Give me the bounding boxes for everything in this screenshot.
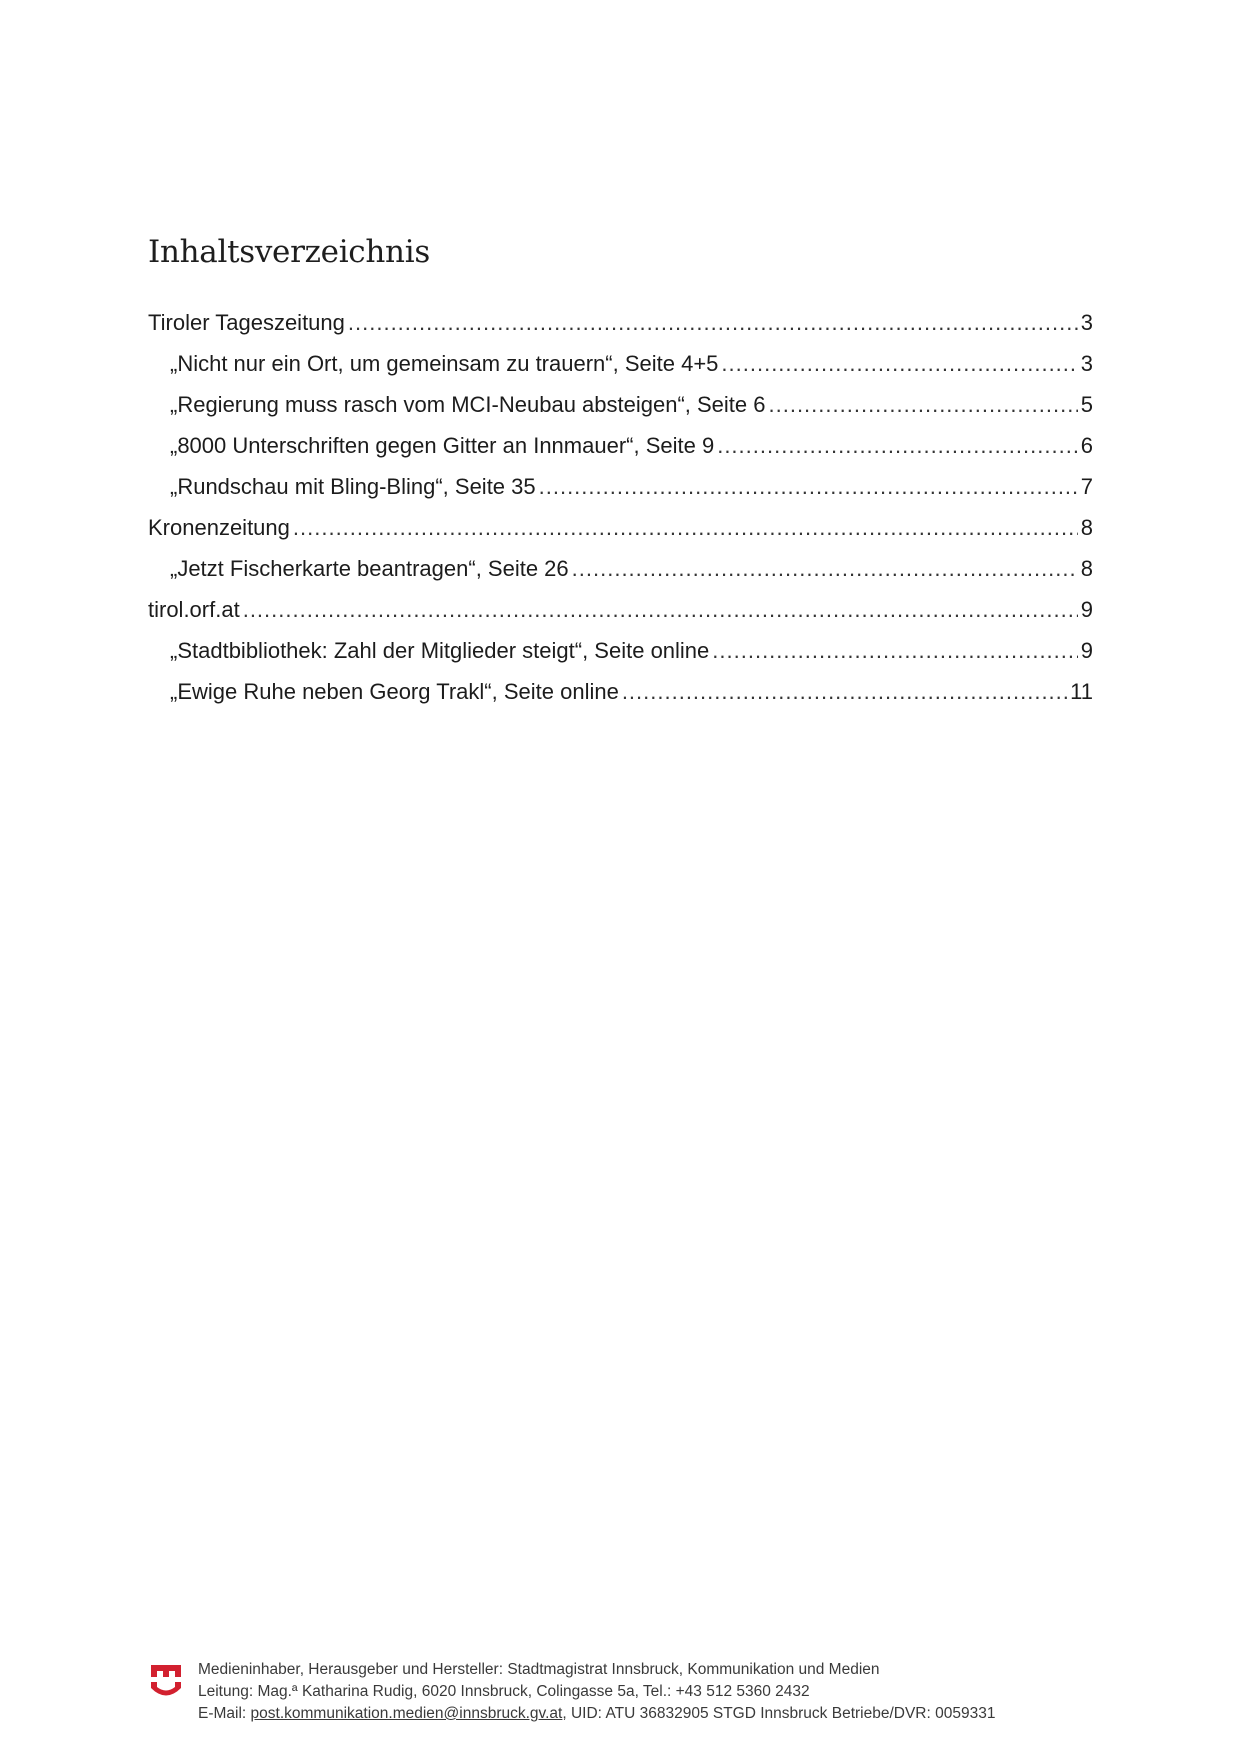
toc-entry-label: „Ewige Ruhe neben Georg Trakl“, Seite online — [170, 679, 619, 704]
footer-imprint — [198, 1659, 995, 1725]
toc-dot-leader — [572, 548, 1078, 589]
toc-entry-label: „8000 Unterschriften gegen Gitter an Innmauer“, Seite 9 — [170, 433, 715, 458]
toc-dot-leader — [712, 630, 1077, 671]
toc-entry[interactable] — [148, 548, 1093, 589]
toc-entry-label: „Nicht nur ein Ort, um gemeinsam zu trauern“, Seite 4+5 — [170, 351, 719, 376]
toc-entry-label: „Rundschau mit Bling-Bling“, Seite 35 — [170, 474, 536, 499]
toc-dot-leader — [539, 466, 1078, 507]
footer-email-link[interactable]: post.kommunikation.medien@innsbruck.gv.at — [250, 1705, 563, 1722]
toc-entry-page-number: 7 — [1080, 474, 1093, 499]
footer-email-prefix: E-Mail: — [198, 1705, 251, 1722]
toc-entry-page-number: 6 — [1080, 433, 1093, 458]
toc-entry-label: „Stadtbibliothek: Zahl der Mitglieder steigt“, Seite online — [170, 638, 710, 663]
toc-entry-page-number: 3 — [1080, 351, 1093, 376]
toc-entry-page-number: 3 — [1080, 310, 1093, 335]
toc-entry-label: „Jetzt Fischerkarte beantragen“, Seite 26 — [170, 556, 569, 581]
toc-entry-label: Tiroler Tageszeitung — [148, 310, 345, 335]
toc-entry[interactable] — [148, 384, 1093, 425]
toc-entry-page-number: 8 — [1080, 556, 1093, 581]
toc-entry-page-number: 9 — [1080, 638, 1093, 663]
toc-entry-page-number: 9 — [1080, 597, 1093, 622]
toc-dot-leader — [717, 425, 1078, 466]
toc-entry[interactable] — [148, 302, 1093, 343]
toc-entry-label: Kronenzeitung — [148, 515, 290, 540]
toc-entry-label: „Regierung muss rasch vom MCI-Neubau absteigen“, Seite 6 — [170, 392, 766, 417]
toc-dot-leader — [348, 302, 1078, 343]
toc-dot-leader — [721, 343, 1077, 384]
footer-publisher-line: Medieninhaber, Herausgeber und Hersteller: Stadtmagistrat Innsbruck, Kommunikation und Medien — [198, 1661, 880, 1678]
table-of-contents — [148, 302, 1093, 712]
page-footer — [150, 1659, 1090, 1729]
toc-entry-page-number: 8 — [1080, 515, 1093, 540]
toc-title: Inhaltsverzeichnis — [148, 234, 430, 270]
toc-entry[interactable] — [148, 507, 1093, 548]
toc-entry[interactable] — [148, 343, 1093, 384]
toc-dot-leader — [622, 671, 1067, 712]
toc-entry[interactable] — [148, 630, 1093, 671]
toc-entry[interactable] — [148, 425, 1093, 466]
footer-management-line: Leitung: Mag.ª Katharina Rudig, 6020 Innsbruck, Colingasse 5a, Tel.: +43 512 5360 2432 — [198, 1683, 810, 1700]
toc-dot-leader — [293, 507, 1078, 548]
toc-entry-page-number: 5 — [1080, 392, 1093, 417]
toc-entry-label: tirol.orf.at — [148, 597, 240, 622]
innsbruck-logo-icon — [150, 1663, 182, 1703]
footer-contact-line — [198, 1703, 995, 1725]
toc-entry-page-number: 11 — [1070, 679, 1093, 704]
footer-ids: , UID: ATU 36832905 STGD Innsbruck Betriebe/DVR: 0059331 — [562, 1705, 996, 1722]
toc-entry[interactable] — [148, 671, 1093, 712]
toc-dot-leader — [769, 384, 1078, 425]
toc-dot-leader — [243, 589, 1078, 630]
toc-entry[interactable] — [148, 466, 1093, 507]
toc-entry[interactable] — [148, 589, 1093, 630]
